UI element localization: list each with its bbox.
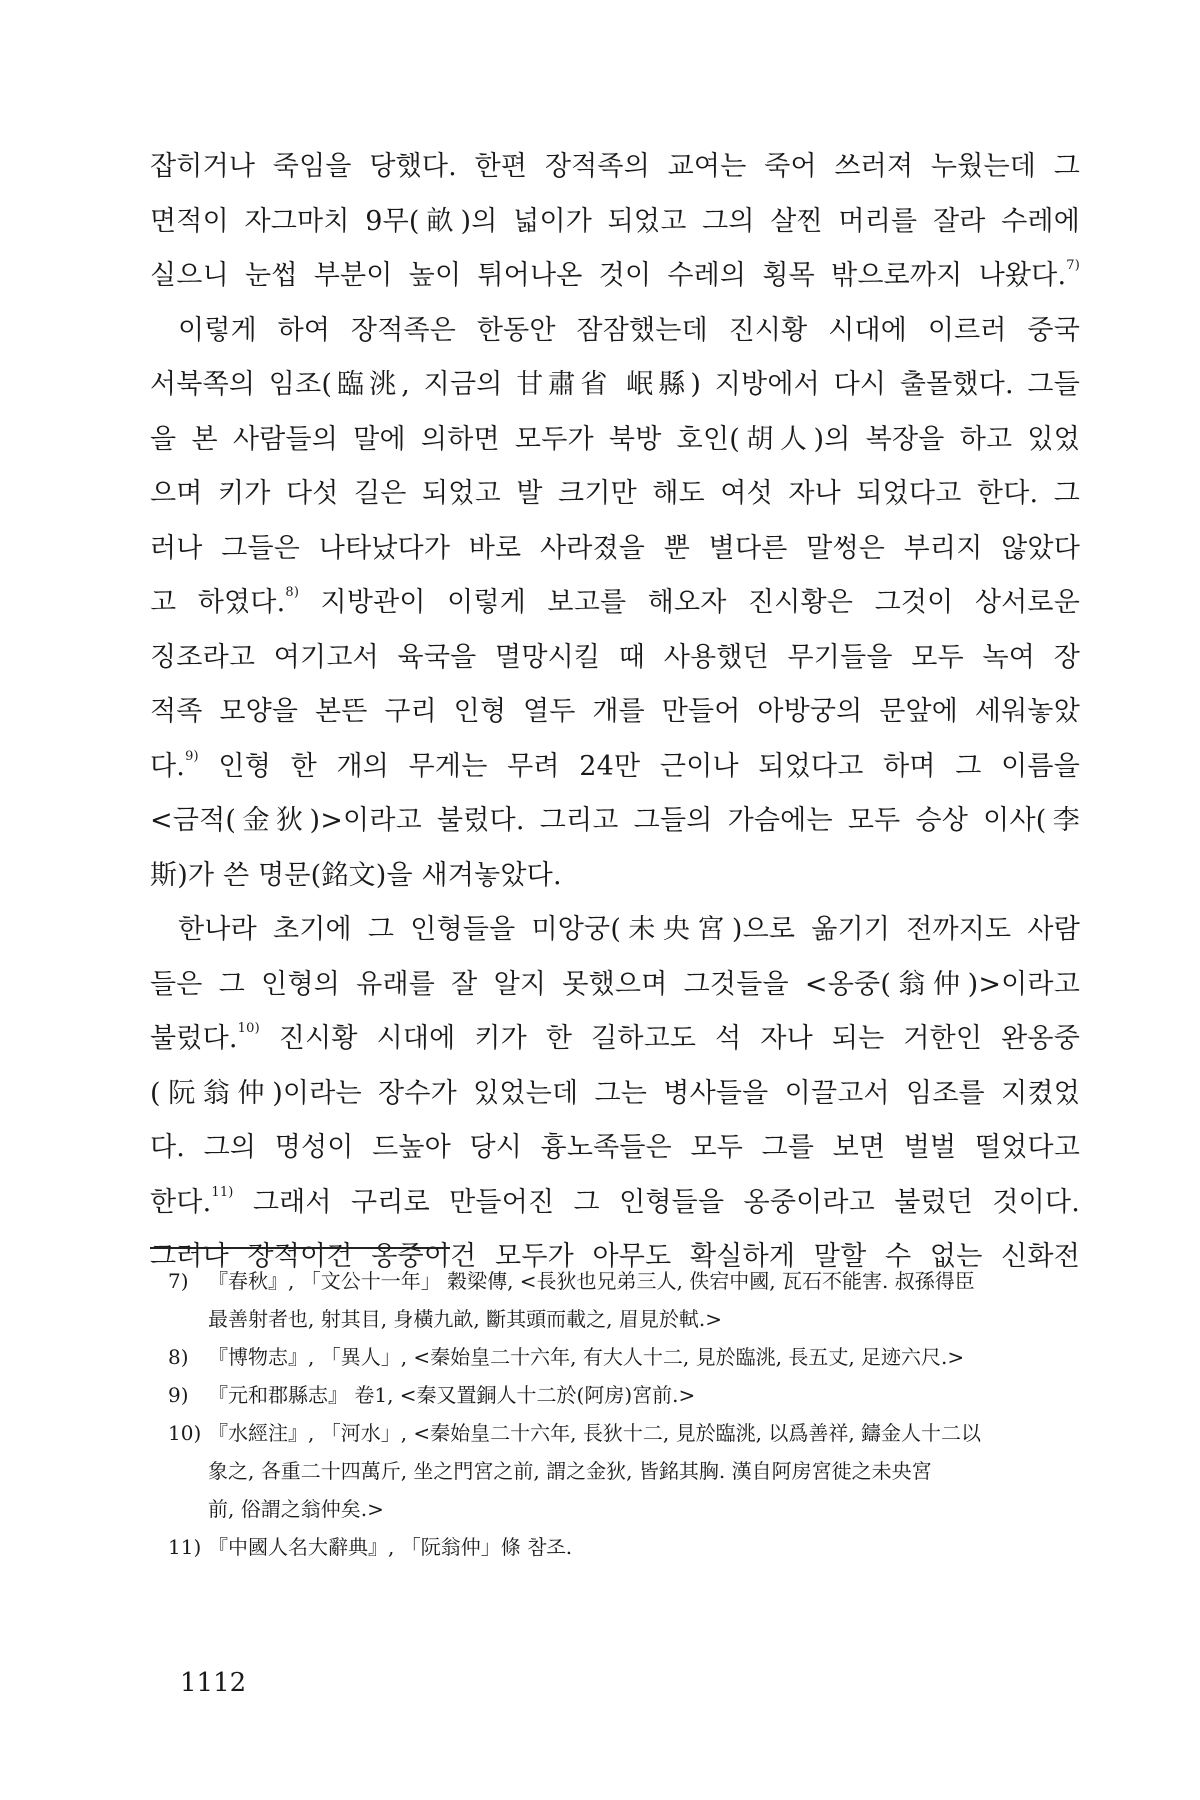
body-line: 고 하였다.$^{8)}$ 지방관이 이렇게 보고를 해오자 진시황은 그것이 상서로운 (150, 585, 1080, 618)
footnote-number: 7) (168, 1269, 189, 1293)
footnote-ref[interactable]: 8) (285, 585, 300, 600)
footnote-text: 『水經注』, 「河水」, <秦始皇二十六年, 長狄十二, 見於臨洮, 以爲善祥, 鑄金人十二以 (208, 1421, 982, 1445)
body-line: 한나라 초기에 그 인형들을 미앙궁(未央宮)으로 옮기기 전까지도 사람 (178, 914, 1080, 945)
footnote-text: 前, 俗謂之翁仲矣.> (208, 1497, 384, 1521)
body-line: 이렇게 하여 장적족은 한동안 잠잠했는데 진시황 시대에 이르러 중국 (178, 314, 1080, 346)
footnote-text: 『博物志』, 「異人」, <秦始皇二十六年, 有大人十二, 見於臨洮, 長五丈, 足迹六尺.> (208, 1345, 965, 1369)
body-line: 다. 그의 명성이 드높아 당시 흉노족들은 모두 그를 보면 벌벌 떨었다고 (150, 1132, 1080, 1163)
body-line: 한다.$^{11)}$ 그래서 구리로 만들어진 그 인형들을 옹중이라고 불렀던 것이다. (150, 1184, 1080, 1218)
footnote-7 (168, 1262, 1068, 1338)
body-line: 서북쪽의 임조(臨洮, 지금의 甘肅省 岷縣) 지방에서 다시 출몰했다. 그들 (150, 369, 1080, 400)
body-line: 다.$^{9)}$ 인형 한 개의 무게는 무려 24만 근이나 되었다고 하며 그 이름을 (150, 748, 1080, 782)
footnote-ref[interactable]: 10) (237, 1021, 260, 1036)
footnote-number: 10) (168, 1421, 202, 1445)
footnote-number: 8) (168, 1345, 189, 1369)
footnotes (168, 1262, 1068, 1566)
footnote-8 (168, 1338, 1068, 1376)
footnote-11 (168, 1528, 1068, 1566)
body-line: 으며 키가 다섯 길은 되었고 발 크기만 해도 여섯 자나 되었다고 한다. 그 (150, 478, 1080, 509)
footnote-text: 『元和郡縣志』 卷1, <秦又置銅人十二於(阿房)宮前.> (208, 1383, 696, 1407)
footnote-ref[interactable]: 9) (185, 748, 199, 764)
footnote-9 (168, 1376, 1068, 1414)
body-line: <금적(金狄)>이라고 불렀다. 그리고 그들의 가슴에는 모두 승상 이사(李 (150, 805, 1080, 836)
footnote-ref[interactable]: 7) (1066, 258, 1080, 273)
body-line: 을 본 사람들의 말에 의하면 모두가 북방 호인(胡人)의 복장을 하고 있었 (150, 423, 1080, 455)
body-line: 적족 모양을 본뜬 구리 인형 열두 개를 만들어 아방궁의 문앞에 세워놓았 (150, 696, 1080, 727)
body-line: 斯)가 쓴 명문(銘文)을 새겨놓았다. (150, 859, 562, 891)
body-line: 러나 그들은 나타났다가 바로 사라졌을 뿐 별다른 말썽은 부리지 않았다 (150, 532, 1080, 564)
footnote-number: 11) (168, 1535, 202, 1559)
body-line: 실으니 눈썹 부분이 높이 튀어나온 것이 수레의 횡목 밖으로까지 나왔다.$^{7)}$ (150, 258, 1080, 291)
footnote-number: 9) (168, 1383, 189, 1407)
footnote-ref[interactable]: 11) (211, 1184, 234, 1200)
footnote-text: 『中國人名大辭典』, 「阮翁仲」條 참조. (208, 1535, 573, 1559)
footnote-text: 『春秋』, 「文公十一年」 穀梁傳, <長狄也兄弟三人, 佚宕中國, 瓦石不能害. 叔孫得臣 (208, 1269, 975, 1293)
body-line: 잡히거나 죽임을 당했다. 한편 장적족의 교여는 죽어 쓰러져 누웠는데 그 (150, 151, 1080, 182)
body-text (150, 140, 1080, 1285)
body-line: 면적이 자그마치 9무(畝)의 넓이가 되었고 그의 살찐 머리를 잘라 수레에 (150, 205, 1080, 237)
footnote-divider (150, 1247, 450, 1249)
body-line: 그러나 장적이건 옹중이건 모두가 아무도 확실하게 말할 수 없는 신화전 (150, 1241, 1080, 1272)
body-line: 징조라고 여기고서 육국을 멸망시킬 때 사용했던 무기들을 모두 녹여 장 (150, 641, 1080, 673)
body-line: 들은 그 인형의 유래를 잘 알지 못했으며 그것들을 <옹중(翁仲)>이라고 (150, 968, 1080, 1000)
footnote-text: 最善射者也, 射其目, 身橫九畝, 斷其頭而載之, 眉見於軾.> (208, 1307, 722, 1331)
body-line: (阮翁仲)이라는 장수가 있었는데 그는 병사들을 이끌고서 임조를 지켰었 (150, 1077, 1080, 1109)
body-line: 불렀다.$^{10)}$ 진시황 시대에 키가 한 길하고도 석 자나 되는 거한인 완옹중 (150, 1021, 1080, 1054)
footnote-text: 象之, 各重二十四萬斤, 坐之門宮之前, 謂之金狄, 皆銘其胸. 漢自阿房宮徙之未央宮 (208, 1459, 932, 1483)
footnote-10 (168, 1414, 1068, 1528)
page-number: 1112 (180, 1668, 247, 1698)
